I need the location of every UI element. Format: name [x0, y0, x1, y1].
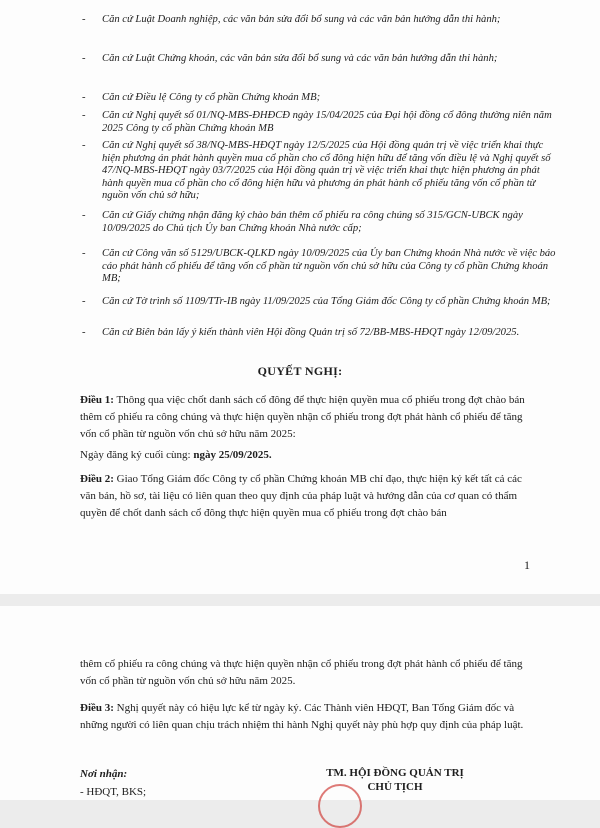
list-item: - Căn cứ Giấy chứng nhận đăng ký chào bán thêm cổ phiếu ra công chúng số 315/GCN-UBCK ngày 10/09/2025 do Chủ tịch Ủy ban Chứng khoán Nhà nước cấp; [82, 210, 523, 234]
list-item: - Căn cứ Tờ trình số 1109/TTr-IB ngày 11/09/2025 của Tổng Giám đốc Công ty cổ phần Chứng khoán MB; [82, 296, 551, 307]
page-number: 1 [524, 558, 530, 572]
recipients-label: Nơi nhận: [80, 768, 128, 780]
list-item: - Căn cứ Biên bản lấy ý kiến thành viên Hội đồng Quản trị số 72/BB-MBS-HĐQT ngày 12/09/2025. [82, 327, 520, 338]
recipients-block [80, 768, 146, 798]
list-item: - Căn cứ Công văn số 5129/UBCK-QLKD ngày 10/09/2025 của Ủy ban Chứng khoán Nhà nước về việc báo cáo phát hành cổ phiếu để tăng vốn cổ phần từ nguồn vốn chủ sở hữu của Công ty cổ phần Chứng khoán MB; [82, 248, 556, 285]
signature-role: CHỦ TỊCH [367, 781, 423, 793]
article-2: Điều 2: Giao Tổng Giám đốc Công ty cổ phần Chứng khoán MB chỉ đạo, thực hiện ký kết tất cả các văn bản, hồ sơ, tài liệu có liên quan theo quy định của pháp luật và hướng dẫn của cơ quan có thẩm quyền để chốt danh sách cổ đông thực hiện quyền mua cổ phiếu trong đợt chào bán [80, 473, 522, 519]
record-date: Ngày đăng ký cuối cùng: ngày 25/09/2025. [80, 449, 272, 461]
signature-org: TM. HỘI ĐỒNG QUẢN TRỊ [326, 767, 464, 779]
article-1: Điều 1: Thông qua việc chốt danh sách cổ đông để thực hiện quyền mua cổ phiếu trong đợt chào bán thêm cổ phiếu ra công chúng và thực hiện quyền nhận cổ phiếu trong đợt phát hành cổ phiếu để tăng vốn cổ phần từ nguồn vốn chủ sở hữu năm 2025: [80, 394, 525, 440]
signature-block [290, 766, 500, 794]
list-item: - Căn cứ Điều lệ Công ty cổ phần Chứng khoán MB; [82, 92, 321, 103]
article-3: Điều 3: Nghị quyết này có hiệu lực kể từ ngày ký. Các Thành viên HĐQT, Ban Tổng Giám đốc và những người có liên quan chịu trách nhiệm thi hành Nghị quyết này phù hợp quy định của pháp luật. [80, 702, 524, 731]
list-item: - Căn cứ Luật Doanh nghiệp, các văn bản sửa đổi bổ sung và các văn bản hướng dẫn thi hành; [82, 14, 501, 25]
resolution-title: QUYẾT NGHỊ: [257, 364, 343, 378]
recipients-item: - HĐQT, BKS; [80, 786, 147, 798]
list-item: - Căn cứ Nghị quyết số 01/NQ-MBS-ĐHĐCĐ ngày 15/04/2025 của Đại hội đồng cổ đông thường niên năm 2025 Công ty cổ phần Chứng khoán MB [82, 110, 552, 134]
article-2-continuation: thêm cổ phiếu ra công chúng và thực hiện quyền nhận cổ phiếu trong đợt phát hành cổ phiếu để tăng vốn cổ phần từ nguồn vốn chủ sở hữu năm 2025. [80, 658, 523, 687]
list-item: - Căn cứ Nghị quyết số 38/NQ-MBS-HĐQT ngày 12/5/2025 của Hội đồng quản trị về việc triển khai thực hiện phương án phát hành quyền mua cổ phần cho cổ đông hiện hữu để tăng vốn điều lệ và Nghị quyết số 47/NQ-MBS-HĐQT ngày 03/7/2025 của Hội đồng quản trị về việc triển khai thực hiện phương án phát hành quyền mua cổ phần cho cổ đông hiện hữu và phương án phát hành cổ phiếu tăng vốn cổ phần từ nguồn vốn chủ sở hữu; [82, 140, 551, 202]
list-item: - Căn cứ Luật Chứng khoán, các văn bản sửa đổi bổ sung và các văn bản hướng dẫn thi hành; [82, 53, 498, 64]
